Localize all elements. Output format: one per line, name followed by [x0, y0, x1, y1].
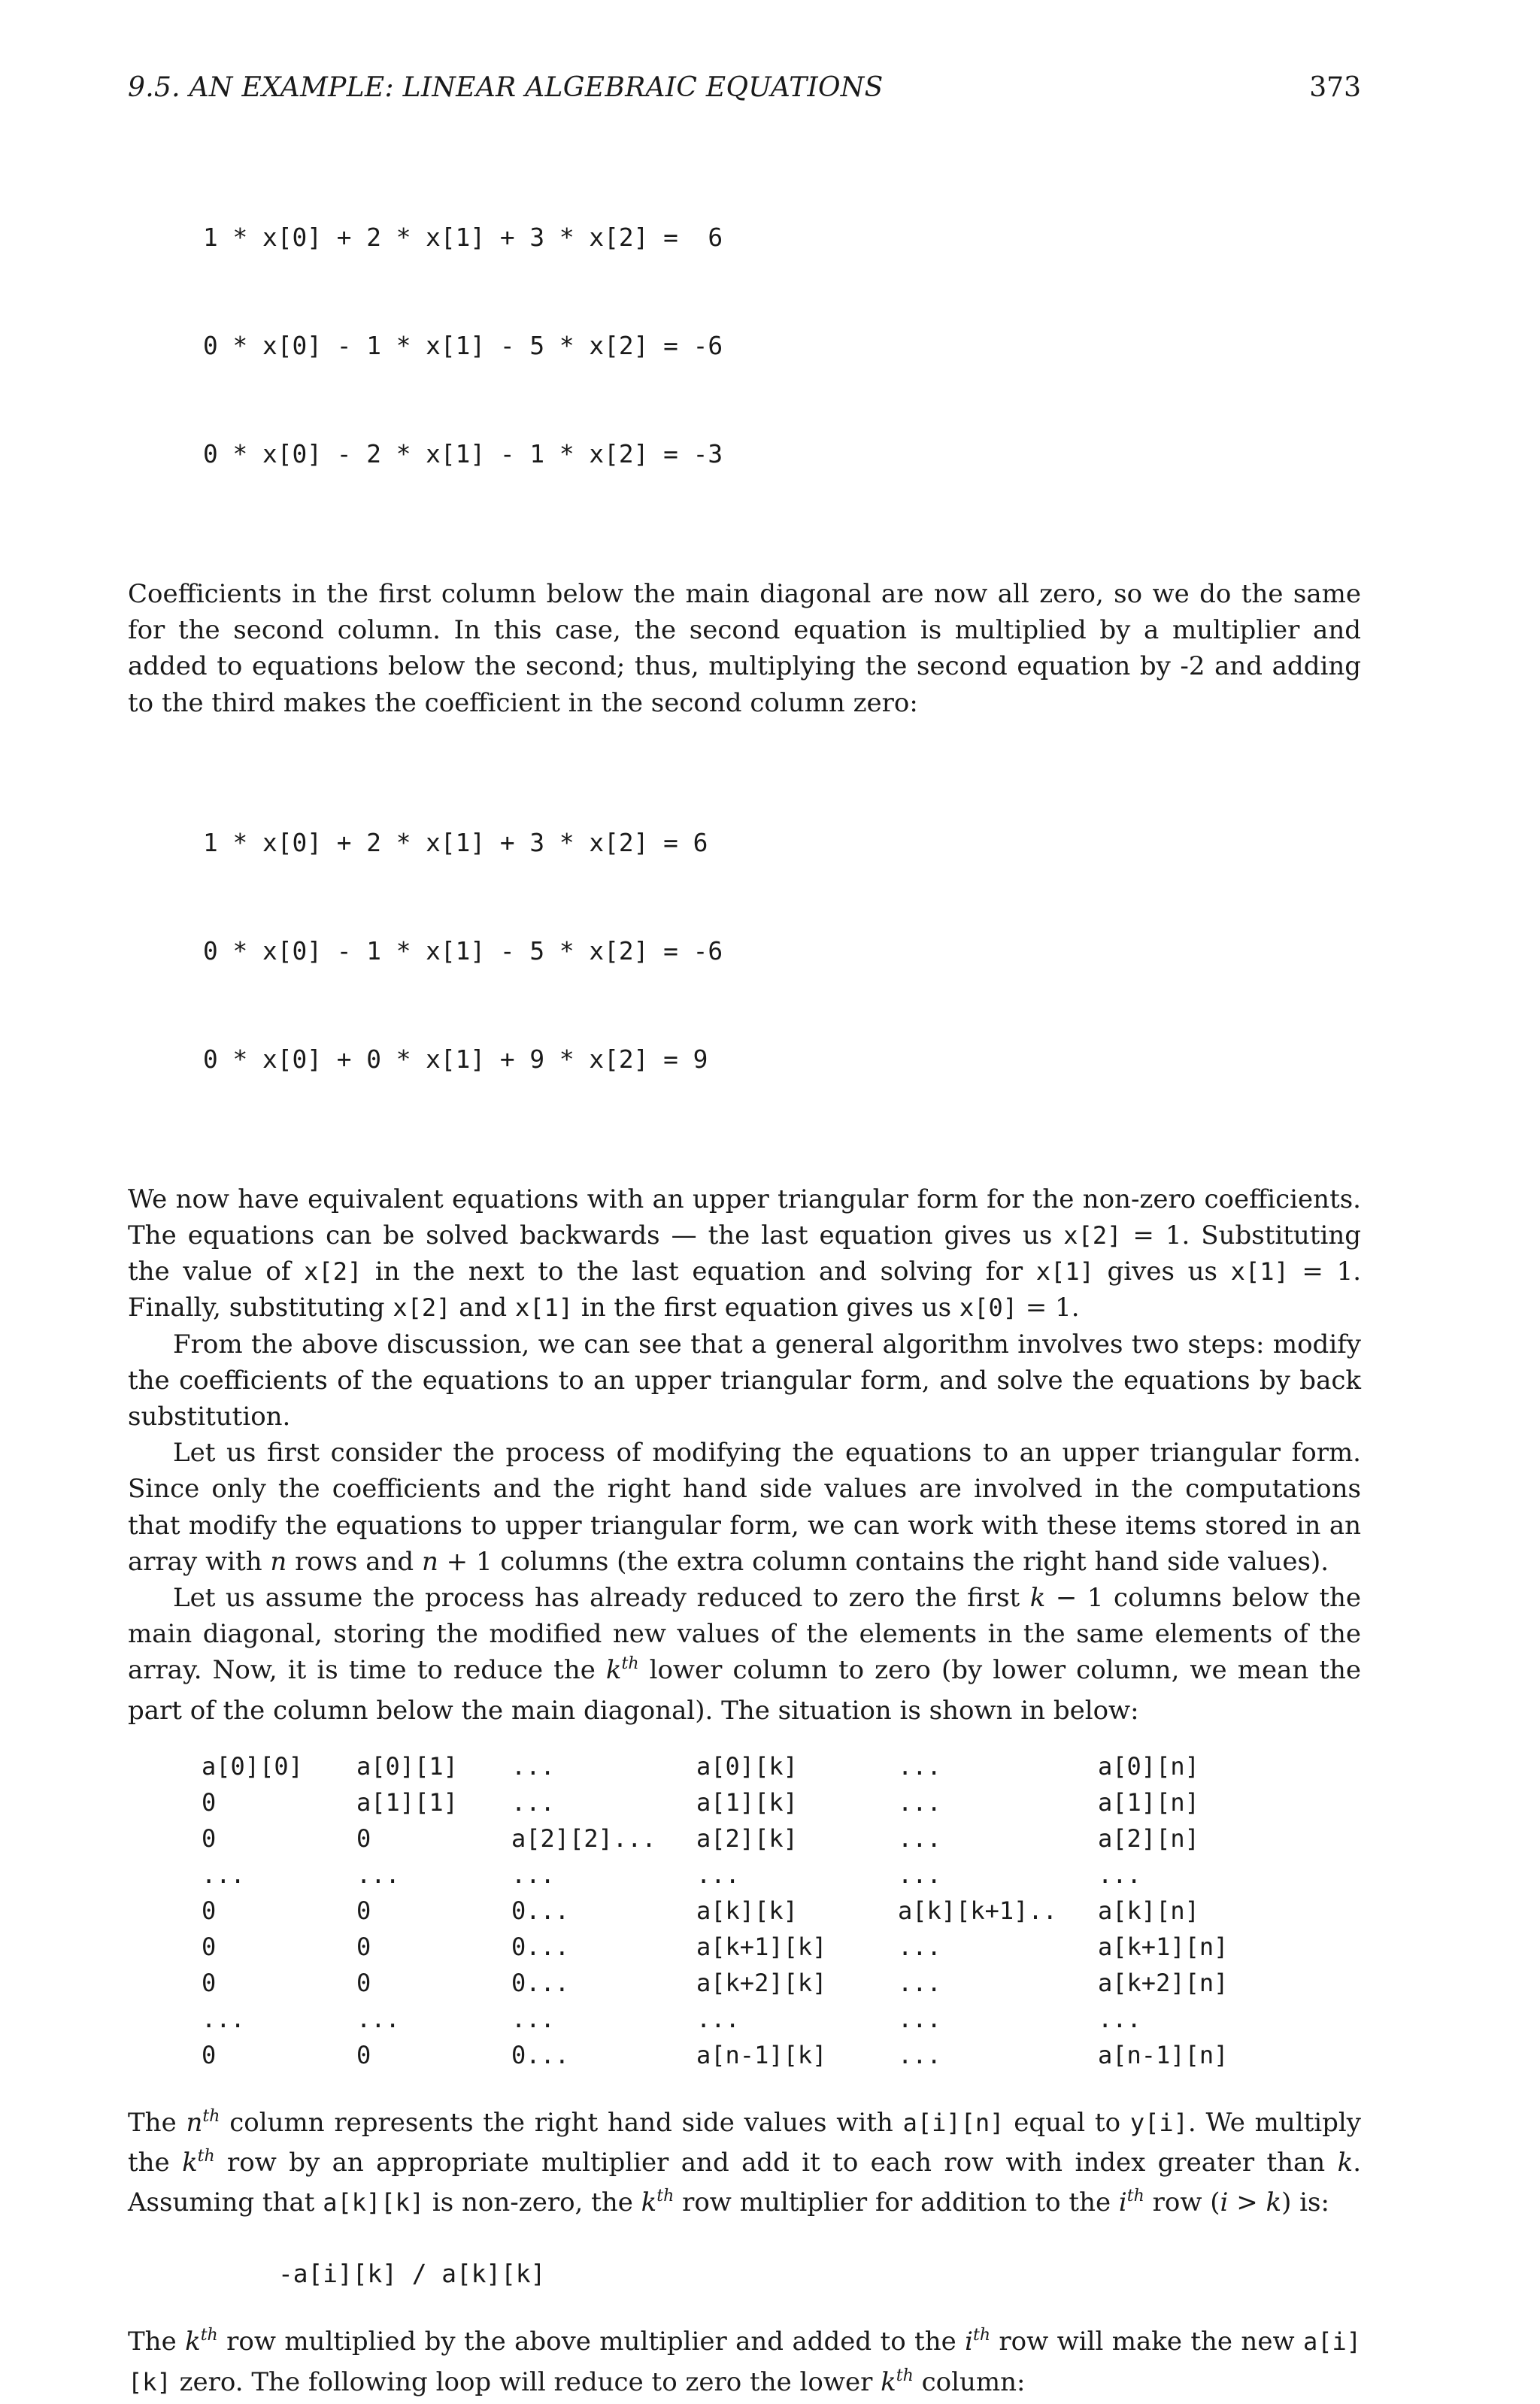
matrix-cell: 0: [356, 1823, 371, 1853]
matrix-cell: 0...: [511, 1932, 570, 1961]
math-var: i: [1118, 2187, 1127, 2218]
math-var: k: [1337, 2148, 1354, 2178]
math-var: i: [965, 2327, 973, 2357]
matrix-table: [202, 1748, 1248, 2073]
inline-code: x[1]: [514, 1293, 574, 1323]
matrix-cell: ...: [898, 1823, 941, 1853]
matrix-cell: 0: [356, 1968, 371, 1997]
matrix-cell: ...: [511, 1787, 555, 1817]
math-var: k: [1029, 1583, 1046, 1614]
matrix-cell: ...: [356, 1860, 400, 1889]
equation-line: 0 * x[0] - 2 * x[1] - 1 * x[2] = -3: [203, 440, 723, 468]
matrix-cell: a[0][1]: [356, 1751, 458, 1781]
matrix-cell: a[n-1][n]: [1098, 2040, 1229, 2069]
matrix-row: [202, 1820, 1248, 1857]
text: and: [450, 1293, 515, 1323]
matrix-cell: 0: [202, 1968, 217, 1997]
matrix-cell: ...: [696, 2004, 740, 2033]
superscript: th: [200, 2326, 218, 2345]
text: zero. The following loop will reduce to zero the lower: [171, 2366, 881, 2397]
matrix-cell: a[0][0]: [202, 1751, 303, 1781]
math-var: k: [185, 2327, 201, 2357]
matrix-cell: a[k+1][n]: [1098, 1932, 1229, 1961]
matrix-cell: 0: [356, 2040, 371, 2069]
superscript: th: [202, 2106, 220, 2126]
text: . We multiply the: [128, 2107, 1361, 2178]
superscript: th: [656, 2187, 675, 2206]
matrix-cell: a[1][n]: [1098, 1787, 1199, 1817]
text: row multiplied by the above multiplier and added to the: [217, 2327, 966, 2357]
matrix-cell: ...: [1098, 1860, 1141, 1889]
matrix-body: [202, 1748, 1248, 2073]
text: . Assuming that: [128, 2148, 1361, 2218]
text: rows and: [286, 1546, 422, 1577]
paragraph-multiplier: [128, 2105, 1361, 2225]
text: gives us: [1093, 1257, 1231, 1287]
inline-code: x[1]: [1230, 1257, 1289, 1287]
paragraph-loop-intro: [128, 2324, 1361, 2403]
inline-code: x[2]: [1063, 1221, 1122, 1251]
text: equal to: [1004, 2107, 1130, 2138]
matrix-row: [202, 1893, 1248, 1929]
math-var: n: [186, 2107, 203, 2138]
matrix-cell: ...: [511, 1751, 555, 1781]
text: − 1 columns below the main diagonal, storing the modified new values of the elements in the same elements of the array. Now, it is time to reduce the: [128, 1583, 1361, 1686]
math-var: i: [1220, 2187, 1229, 2218]
text: row multiplier for addition to the: [674, 2187, 1119, 2218]
matrix-cell: 0...: [511, 1896, 570, 1925]
matrix-cell: ...: [1098, 2004, 1141, 2033]
matrix-row: [202, 1857, 1248, 1893]
matrix-cell: ...: [202, 2004, 245, 2033]
page-header: [128, 72, 1361, 117]
multiplier-code: -a[i][k] / a[k][k]: [278, 2260, 546, 2289]
matrix-cell: a[k+2][k]: [696, 1968, 827, 1997]
equation-line: 0 * x[0] - 1 * x[1] - 5 * x[2] = -6: [203, 332, 723, 360]
superscript: th: [621, 1654, 639, 1674]
text: in the first equation gives us: [573, 1293, 959, 1323]
math-var: k: [641, 2187, 657, 2218]
math-var: k: [182, 2148, 198, 2178]
matrix-cell: ...: [898, 2004, 941, 2033]
paragraph-second-column: Coefficients in the first column below the main diagonal are now all zero, so we do the same for the second column. In this case, the second equation is multiplied by a multiplier and added to equations below the second; thus, multiplying the second equation by -2 and adding to the third makes the coefficient in the second column zero:: [128, 579, 1361, 718]
page-body: [128, 147, 1361, 2404]
superscript: th: [1126, 2187, 1144, 2206]
inline-code: a[i][k]: [128, 2327, 1361, 2396]
text: + 1 columns (the extra column contains the right hand side values).: [438, 1546, 1329, 1577]
matrix-cell: ...: [898, 1860, 941, 1889]
matrix-cell: ...: [696, 1860, 740, 1889]
text: column:: [913, 2366, 1026, 2397]
text: row will make the new: [990, 2327, 1303, 2357]
text: lower column to zero (by lower column, we mean the part of the column below the main diagonal). The situation is shown in below:: [128, 1655, 1361, 1726]
matrix-row: [202, 1748, 1248, 1784]
matrix-cell: a[n-1][k]: [696, 2040, 827, 2069]
text: Let us first consider the process of modifying the equations to an upper triangular form. Since only the coefficients and the right hand side values are involved in the computations that modify the equations to upper triangular form, we can work with these items stored in an array with: [128, 1438, 1361, 1577]
inline-code: y[i]: [1129, 2108, 1188, 2137]
math-var: n: [270, 1546, 287, 1577]
matrix-cell: a[2][n]: [1098, 1823, 1199, 1853]
text: >: [1228, 2187, 1266, 2218]
matrix-row: [202, 1929, 1248, 1965]
text: Let us assume the process has already reduced to zero the first: [173, 1583, 1030, 1614]
matrix-cell: 0: [202, 1932, 217, 1961]
equations-block-2: [203, 753, 1361, 1150]
matrix-row: [202, 1965, 1248, 2001]
matrix-cell: a[2][k]: [696, 1823, 798, 1853]
equation-line: 1 * x[0] + 2 * x[1] + 3 * x[2] = 6: [203, 828, 708, 857]
paragraph-back-substitution: [128, 1181, 1361, 1326]
paragraph-general-algorithm: From the above discussion, we can see that a general algorithm involves two steps: modify the coefficients of the equations to an upper triangular form, and solve the equations by back substitution.: [128, 1329, 1361, 1432]
inline-code: x[0]: [959, 1293, 1017, 1323]
text: The: [128, 2327, 186, 2357]
math-var: k: [605, 1655, 622, 1686]
paragraph-kth-column: [128, 1580, 1361, 1729]
text: = 1. Finally, substituting: [128, 1257, 1362, 1323]
matrix-row: [202, 2001, 1248, 2037]
matrix-cell: 0: [202, 1823, 217, 1853]
inline-code: a[i][n]: [902, 2108, 1005, 2137]
matrix-row: [202, 2037, 1248, 2073]
matrix-cell: 0: [202, 2040, 217, 2069]
matrix-cell: 0: [356, 1932, 371, 1961]
superscript: th: [896, 2366, 914, 2385]
matrix-cell: a[0][n]: [1098, 1751, 1199, 1781]
math-var: k: [1266, 2187, 1282, 2218]
matrix-cell: ...: [898, 2040, 941, 2069]
math-var: k: [881, 2366, 896, 2397]
matrix-cell: ...: [898, 1932, 941, 1961]
matrix-cell: a[1][k]: [696, 1787, 798, 1817]
matrix-cell: ...: [898, 1968, 941, 1997]
matrix-cell: a[k][k]: [696, 1896, 798, 1925]
equation-line: 0 * x[0] + 0 * x[1] + 9 * x[2] = 9: [203, 1044, 708, 1074]
math-var: n: [421, 1546, 438, 1577]
text: row (: [1144, 2187, 1220, 2218]
superscript: th: [973, 2326, 991, 2345]
matrix-cell: 0: [202, 1787, 217, 1817]
matrix-cell: a[1][1]: [356, 1787, 458, 1817]
matrix-cell: ...: [511, 2004, 555, 2033]
text: = 1. Substituting the value of: [128, 1220, 1361, 1287]
equations-block-1: [203, 147, 1361, 544]
text: = 1.: [1017, 1293, 1080, 1323]
matrix-row: [202, 1784, 1248, 1820]
running-head: 9.5. AN EXAMPLE: LINEAR ALGEBRAIC EQUATIONS: [128, 72, 884, 103]
matrix-cell: ...: [898, 1787, 941, 1817]
matrix-cell: 0: [356, 1896, 371, 1925]
matrix-cell: a[k+2][n]: [1098, 1968, 1229, 1997]
text: row by an appropriate multiplier and add it to each row with index greater than: [214, 2148, 1338, 2178]
paragraph-triangular-form: [128, 1435, 1361, 1580]
text: is non-zero, the: [424, 2187, 641, 2218]
matrix-cell: a[k+1][k]: [696, 1932, 827, 1961]
inline-code: a[k][k]: [323, 2188, 425, 2218]
text: ) is:: [1281, 2187, 1329, 2218]
inline-code: x[2]: [304, 1257, 362, 1287]
matrix-cell: 0...: [511, 2040, 570, 2069]
inline-code: x[1]: [1035, 1257, 1094, 1287]
matrix-cell: a[k][k+1]..: [898, 1896, 1057, 1925]
superscript: th: [197, 2147, 215, 2166]
text: column represents the right hand side values with: [220, 2107, 903, 2138]
matrix-cell: a[k][n]: [1098, 1896, 1199, 1925]
text: in the next to the last equation and solving for: [362, 1257, 1036, 1287]
text: We now have equivalent equations with an upper triangular form for the non-zero coefficients. The equations can be solved backwards — the last equation gives us: [128, 1184, 1361, 1251]
text: The: [128, 2107, 186, 2138]
page-number: 373: [1309, 72, 1361, 103]
matrix-cell: 0...: [511, 1968, 570, 1997]
matrix-cell: 0: [202, 1896, 217, 1925]
equation-line: 1 * x[0] + 2 * x[1] + 3 * x[2] = 6: [203, 223, 723, 252]
matrix-cell: ...: [356, 2004, 400, 2033]
matrix-cell: ...: [898, 1751, 941, 1781]
matrix-cell: a[2][2]...: [511, 1823, 656, 1853]
matrix-cell: ...: [202, 1860, 245, 1889]
matrix-cell: ...: [511, 1860, 555, 1889]
inline-code: x[2]: [393, 1293, 451, 1323]
matrix-cell: a[0][k]: [696, 1751, 798, 1781]
equation-line: 0 * x[0] - 1 * x[1] - 5 * x[2] = -6: [203, 936, 723, 966]
